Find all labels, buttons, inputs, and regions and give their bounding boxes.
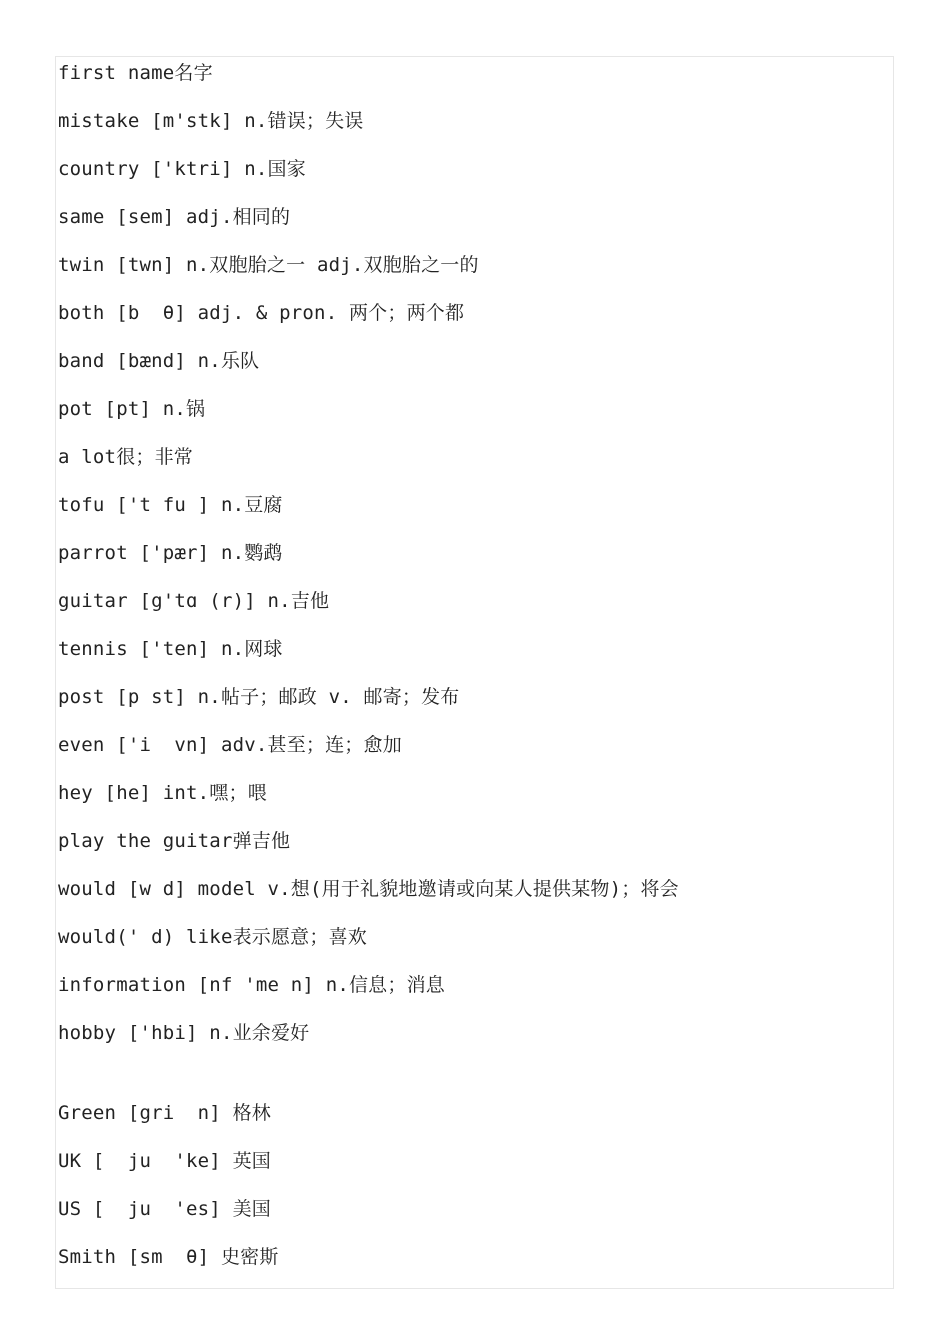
- vocab-entry: even ['i vn] adv.甚至；连；愈加: [58, 734, 402, 756]
- vocab-entry: US [ ju 'es] 美国: [58, 1198, 271, 1220]
- proper-names-list: [58, 1098, 279, 1290]
- vocab-entry: tennis ['ten] n.网球: [58, 638, 283, 660]
- vocab-entry: band [bænd] n.乐队: [58, 350, 260, 372]
- vocab-entry: guitar [g'tɑ (r)] n.吉他: [58, 590, 330, 612]
- vocabulary-list: [58, 58, 679, 1066]
- vocab-entry: play the guitar弹吉他: [58, 830, 291, 852]
- vocab-entry: both [b θ] adj. & pron. 两个；两个都: [58, 302, 465, 324]
- vocab-entry: hey [he] int.嘿；喂: [58, 782, 267, 804]
- vocab-entry: country ['ktri] n.国家: [58, 158, 306, 180]
- vocab-entry: tofu ['t fu ] n.豆腐: [58, 494, 283, 516]
- vocab-entry: would(' d) like表示愿意；喜欢: [58, 926, 367, 948]
- vocab-entry: post [p st] n.帖子；邮政 v. 邮寄；发布: [58, 686, 460, 708]
- vocab-entry: Smith [sm θ] 史密斯: [58, 1246, 279, 1268]
- vocab-entry: twin [twn] n.双胞胎之一 adj.双胞胎之一的: [58, 254, 479, 276]
- vocab-entry: hobby ['hbi] n.业余爱好: [58, 1022, 310, 1044]
- vocab-entry: same [sem] adj.相同的: [58, 206, 291, 228]
- vocab-entry: UK [ ju 'ke] 英国: [58, 1150, 271, 1172]
- vocab-entry: parrot ['pær] n.鹦鹉: [58, 542, 283, 564]
- vocab-entry: information [nf 'me n] n.信息；消息: [58, 974, 445, 996]
- vocab-entry: first name名字: [58, 62, 213, 84]
- vocab-entry: Green [gri n] 格林: [58, 1102, 271, 1124]
- vocab-entry: mistake [m'stk] n.错误；失误: [58, 110, 364, 132]
- vocab-entry: pot [pt] n.锅: [58, 398, 206, 420]
- vocab-entry: would [w d] model v.想(用于礼貌地邀请或向某人提供某物)；将会: [58, 878, 679, 900]
- vocab-entry: a lot很；非常: [58, 446, 193, 468]
